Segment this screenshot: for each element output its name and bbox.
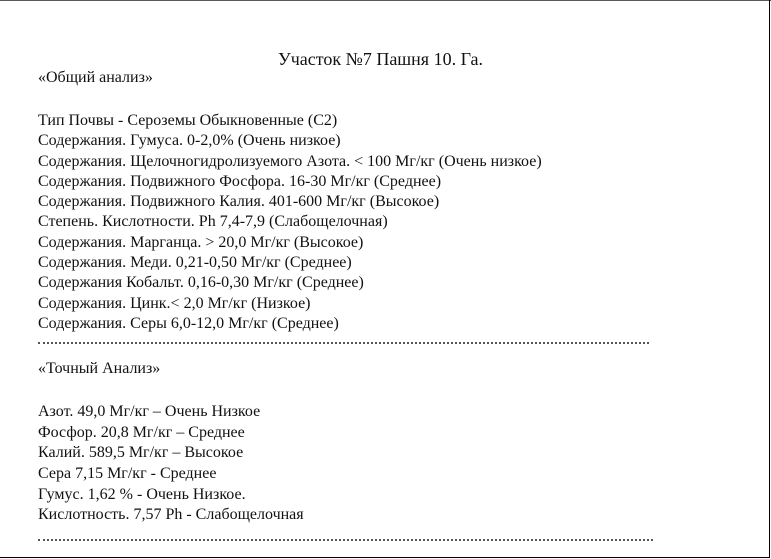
general-analysis-item: Степень. Кислотности. Ph 7,4-7,9 (Слабощелочная) — [38, 213, 388, 231]
dotted-separator — [38, 342, 649, 344]
section-precise-header: «Точный Анализ» — [38, 360, 161, 377]
general-analysis-item: Содержания Кобальт. 0,16-0,30 Мг/кг (Среднее) — [38, 274, 364, 292]
general-analysis-item: Тип Почвы - Сероземы Обыкновенные (С2) — [38, 112, 338, 129]
precise-analysis-list — [38, 402, 304, 526]
general-analysis-item: Содержания. Цинк.< 2,0 Мг/кг (Низкое) — [38, 294, 311, 312]
general-analysis-item: Содержания. Марганца. > 20,0 Мг/кг (Высокое) — [38, 233, 364, 251]
dotted-separator — [38, 539, 653, 541]
precise-analysis-item: Фосфор. 20,8 Мг/кг – Среднее — [38, 423, 245, 441]
general-analysis-item: Содержания. Серы 6,0-12,0 Мг/кг (Среднее) — [38, 314, 339, 332]
precise-analysis-item: Сера 7,15 Мг/кг - Среднее — [38, 465, 217, 483]
general-analysis-item: Содержания. Подвижного Калия. 401-600 Мг/кг (Высокое) — [38, 193, 440, 211]
precise-analysis-item: Кислотность. 7,57 Ph - Слабощелочная — [38, 506, 304, 524]
precise-analysis-item: Азот. 49,0 Мг/кг – Очень Низкое — [38, 403, 261, 420]
page-edge — [0, 0, 771, 1]
section-general-header: «Общий анализ» — [38, 69, 153, 86]
general-analysis-item: Содержания. Гумуса. 0-2,0% (Очень низкое) — [38, 132, 341, 150]
general-analysis-item: Содержания. Меди. 0,21-0,50 Мг/кг (Среднее) — [38, 254, 352, 272]
document-title: Участок №7 Пашня 10. Га. — [278, 49, 484, 69]
general-analysis-item: Содержания. Подвижного Фосфора. 16-30 Мг/кг (Среднее) — [38, 172, 442, 190]
general-analysis-list — [38, 111, 542, 334]
precise-analysis-item: Калий. 589,5 Мг/кг – Высокое — [38, 444, 244, 462]
precise-analysis-item: Гумус. 1,62 % - Очень Низкое. — [38, 485, 246, 503]
general-analysis-item: Содержания. Щелочногидролизуемого Азота. < 100 Мг/кг (Очень низкое) — [38, 152, 542, 170]
